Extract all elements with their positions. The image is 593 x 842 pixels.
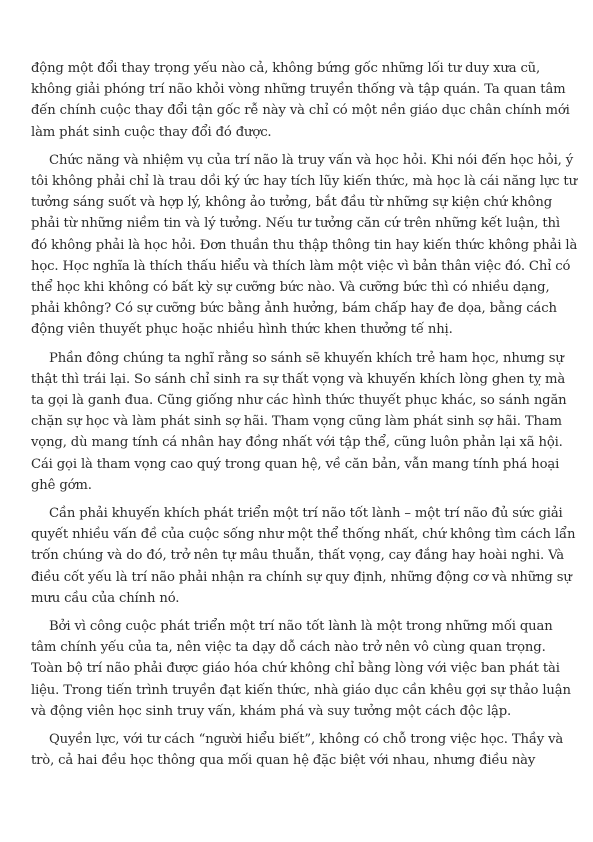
paragraph-3: Phần đông chúng ta nghĩ rằng so sánh sẽ khuyến khích trẻ ham học, nhưng sự thật thì trái lại. So sánh chỉ sinh ra sự thất vọng và khuyến khích lòng ghen tỵ mà ta gọi là ganh đua. Cũng giống như các hình thức thuyết phục khác, so sánh ngăn chặn sự học và làm phát sinh sợ hãi. Tham vọng cũng làm phát sinh sợ hãi. Tham vọng, dù mang tính cá nhân hay đồng nhất với tập thể, cũng luôn phản lại xã hội. Cái gọi là tham vọng cao quý trong quan hệ, về căn bản, vẫn mang tính phá hoại ghê gớm. bbox=[31, 350, 567, 493]
paragraph-2: Chức năng và nhiệm vụ của trí não là truy vấn và học hỏi. Khi nói đến học hỏi, ý tôi không phải chỉ là trau dồi ký ức hay tích lũy kiến thức, mà học là cái năng lực tư tưởng sáng suốt và hợp lý, không ảo tưởng, bắt đầu từ những sự kiện chứ không phải từ những niềm tin và lý tưởng. Nếu tư tưởng căn cứ trên những kết luận, thì đó không phải là học hỏi. Đơn thuần thu thập thông tin hay kiến thức không phải là học. Học nghĩa là thích thấu hiểu và thích làm một việc vì bản thân việc đó. Chỉ có thể học khi không có bất kỳ sự cưỡng bức nào. Và cưỡng bức thì có nhiều dạng, phải không? Có sự cưỡng bức bằng ảnh hưởng, bám chấp hay đe dọa, bằng cách động viên thuyết phục hoặc nhiều hình thức khen thưởng tế nhị. bbox=[31, 152, 578, 338]
paragraph-4: Cần phải khuyến khích phát triển một trí não tốt lành – một trí não đủ sức giải quyết nhiều vấn đề của cuộc sống như một thể thống nhất, chứ không tìm cách lẩn trốn chúng và do đó, trở nên tự mâu thuẫn, thất vọng, cay đắng hay hoài nghi. Và điều cốt yếu là trí não phải nhận ra chính sự quy định, những động cơ và những sự mưu cầu của chính nó. bbox=[31, 506, 576, 606]
paragraph-1: động một đổi thay trọng yếu nào cả, không bứng gốc những lối tư duy xưa cũ, không giải phóng trí não khỏi vòng những truyền thống và tập quán. Ta quan tâm đến chính cuộc thay đổi tận gốc rễ này và chỉ có một nền giáo dục chân chính mới làm phát sinh cuộc thay đổi đó được. bbox=[31, 61, 570, 140]
body-text bbox=[31, 58, 578, 779]
paragraph-6: Quyền lực, với tư cách “người hiểu biết”, không có chỗ trong việc học. Thầy và trò, cả hai đều học thông qua mối quan hệ đặc biệt với nhau, nhưng điều này bbox=[31, 732, 564, 769]
paragraph-5: Bởi vì công cuộc phát triển một trí não tốt lành là một trong những mối quan tâm chính yếu của ta, nên việc ta dạy dỗ cách nào trở nên vô cùng quan trọng. Toàn bộ trí não phải được giáo hóa chứ không chỉ bằng lòng với việc ban phát tài liệu. Trong tiến trình truyền đạt kiến thức, nhà giáo dục cần khêu gợi sự thảo luận và động viên học sinh truy vấn, khám phá và suy tưởng một cách độc lập. bbox=[31, 619, 571, 719]
